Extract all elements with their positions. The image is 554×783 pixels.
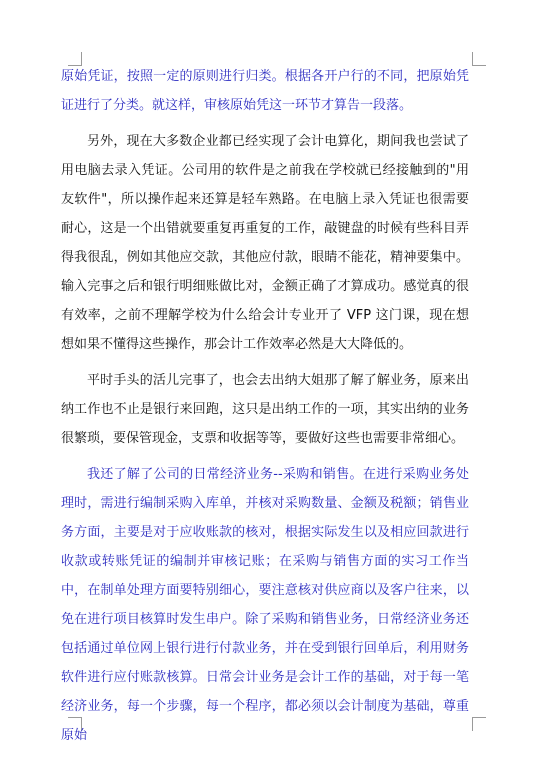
- margin-corner-mark-bottom-right: [472, 717, 486, 731]
- paragraph-2: 另外，现在大多数企业都已经实现了会计电算化，期间我也尝试了用电脑去录入凭证。公司用的软件是之前我在学校就已经接触到的"用友软件"，所以操作起来还算是轻车熟路。在电脑上录入凭证也很需要耐心，这是一个出错就要重复再重复的工作，敲键盘的时候有些科目弄得我很乱，例如其他应交款，其他应付款，眼睛不能花，精神要集中。输入完事之后和银行明细账做比对，金额正确了才算成功。感觉真的很有效率，之前不理解学校为什么给会计专业开了 VFP 这门课，现在想想如果不懂得这些操作，那会计工作效率必然是大大降低的。: [61, 134, 469, 352]
- paragraph-1: 原始凭证，按照一定的原则进行归类。根据各开户行的不同，把原始凭证进行了分类。就这样，审核原始凭这一环节才算告一段落。: [61, 69, 469, 113]
- paragraph-4: 我还了解了公司的日常经济业务--采购和销售。在进行采购业务处理时，需进行编制采购入库单，并核对采购数量、金额及税额；销售业务方面，主要是对于应收账款的核对，根据实际发生以及相应回款进行收款或转账凭证的编制并审核记账；在采购与销售方面的实习工作当中，在制单处理方面要特别细心，要注意核对供应商以及客户往来，以免在进行项目核算时发生串户。除了采购和销售业务，日常经济业务还包括通过单位网上银行进行付款业务，并在受到银行回单后，利用财务软件进行应付账款核算。日常会计业务是会计工作的基础，对于每一笔经济业务，每一个步骤，每一个程序，都必须以会计制度为基础，尊重原始: [61, 467, 469, 743]
- margin-corner-mark-top-right: [472, 52, 486, 66]
- paragraph-3: 平时手头的活儿完事了，也会去出纳大姐那了解了解业务，原来出纳工作也不止是银行来回跑，这只是出纳工作的一项，其实出纳的业务很繁琐，要保管现金，支票和收据等等，要做好这些也需要非常细心。: [61, 373, 469, 446]
- document-body: [61, 62, 469, 750]
